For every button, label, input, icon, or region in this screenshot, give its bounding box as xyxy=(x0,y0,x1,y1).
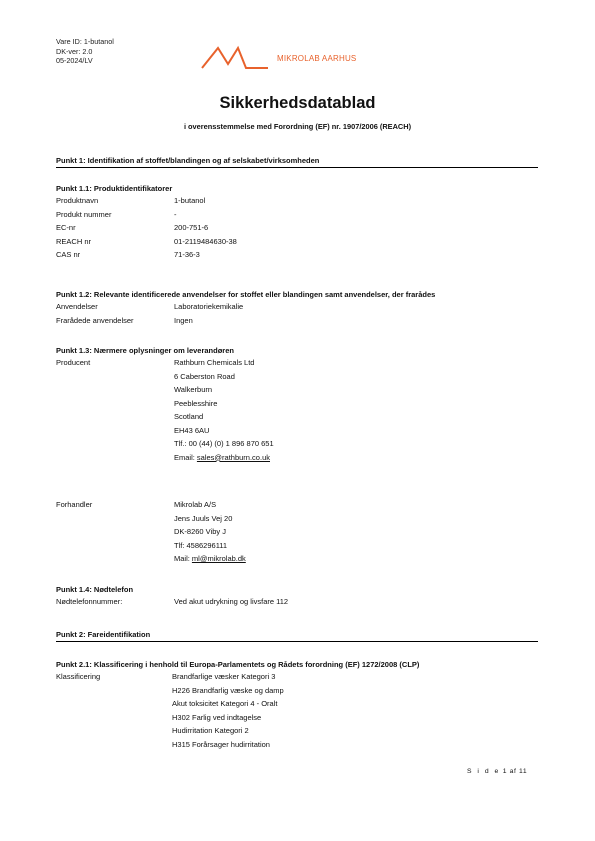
value: - xyxy=(174,209,177,219)
email-prefix: Email: xyxy=(174,452,197,462)
row-produktnavn xyxy=(56,194,237,208)
producent-address-line: Peeblesshire xyxy=(174,398,218,408)
producent-email-link[interactable]: sales@rathburn.co.uk xyxy=(196,452,270,462)
row-noedtelefon xyxy=(56,595,288,609)
label: Produkt nummer xyxy=(56,209,112,219)
row-klassificering xyxy=(56,670,284,684)
emergency-phone xyxy=(56,595,288,609)
value: 71-36-3 xyxy=(174,250,200,259)
row-reach-nr xyxy=(56,235,237,249)
value: 01-2119484630-38 xyxy=(174,236,237,246)
section-1-1-heading: Punkt 1.1: Produktidentifikatorer xyxy=(56,184,173,193)
section-2-1-heading: Punkt 2.1: Klassificering i henhold til Europa-Parlamentets og Rådets forordning (EF) 1272/2008 (CLP) xyxy=(56,660,420,669)
mikrolab-logo-icon xyxy=(200,42,270,70)
section-2-heading: Punkt 2: Fareidentifikation xyxy=(56,630,538,642)
value: 1-butanol xyxy=(174,196,206,205)
producent-address-line: 6 Caberston Road xyxy=(174,371,235,381)
classification-item: H226 Brandfarlig væske og damp xyxy=(172,685,284,695)
side-label: S i d e xyxy=(467,768,501,775)
supplier-forhandler xyxy=(56,498,246,566)
value: Mikrolab A/S xyxy=(174,500,217,509)
value: Brandfarlige væsker Kategori 3 xyxy=(172,672,276,681)
row-fraraadede-anvendelser xyxy=(56,314,243,328)
label: Produktnavn xyxy=(56,196,99,205)
page-footer xyxy=(467,768,527,775)
section-1-3-heading: Punkt 1.3: Nærmere oplysninger om leverandøren xyxy=(56,346,234,355)
forhandler-email-row xyxy=(56,552,246,566)
value: Rathburn Chemicals Ltd xyxy=(174,358,255,367)
version: DK-ver: 2.0 xyxy=(56,46,93,56)
forhandler-address-line: Jens Juuls Vej 20 xyxy=(174,513,233,523)
value: 200-751-6 xyxy=(174,223,209,232)
logo-text: MIKROLAB AARHUS xyxy=(277,54,357,63)
value: Ved akut udrykning og livsfare 112 xyxy=(174,597,289,606)
classification-item: H302 Farlig ved indtagelse xyxy=(172,712,262,722)
section-1-4-heading: Punkt 1.4: Nødtelefon xyxy=(56,585,134,594)
label: REACH nr xyxy=(56,236,92,246)
document-meta xyxy=(56,37,114,66)
row-produkt-nummer xyxy=(56,208,237,222)
classification xyxy=(56,670,284,751)
date-code: 05-2024/LV xyxy=(56,56,93,65)
producent-address-line: EH43 6AU xyxy=(174,425,210,435)
producent-email-row xyxy=(56,451,274,465)
producent-phone: Tlf.: 00 (44) (0) 1 896 870 651 xyxy=(174,439,274,448)
classification-item: H315 Forårsager hudirritation xyxy=(172,739,270,749)
page-number: 1 af 11 xyxy=(502,768,528,775)
value: Ingen xyxy=(174,315,193,325)
label: Frarådede anvendelser xyxy=(56,315,134,325)
row-forhandler xyxy=(56,498,246,512)
producent-address-line: Walkerburn xyxy=(174,385,213,394)
label: Forhandler xyxy=(56,500,93,509)
forhandler-phone: Tlf: 4586296111 xyxy=(174,540,228,550)
row-ec-nr xyxy=(56,221,237,235)
row-producent xyxy=(56,356,274,370)
label: Nødtelefonnummer: xyxy=(56,597,123,606)
forhandler-address-line: DK-8260 Viby J xyxy=(174,527,226,536)
row-anvendelser xyxy=(56,300,243,314)
label: Producent xyxy=(56,358,91,367)
section-1-heading: Punkt 1: Identifikation af stoffet/blandingen og af selskabet/virksomheden xyxy=(56,156,538,168)
product-identifiers xyxy=(56,194,237,262)
email-prefix: Mail: xyxy=(174,554,192,563)
identified-uses xyxy=(56,300,243,327)
page-subtitle: i overensstemmelse med Forordning (EF) nr. 1907/2006 (REACH) xyxy=(183,122,412,131)
item-id: Vare ID: 1-butanol xyxy=(56,37,114,46)
label: Anvendelser xyxy=(56,302,98,311)
value: Laboratoriekemikalie xyxy=(174,302,244,311)
section-1-2-heading: Punkt 1.2: Relevante identificerede anvendelser for stoffet eller blandingen samt anvendelser, der frarådes xyxy=(56,290,436,299)
classification-item: Hudirritation Kategori 2 xyxy=(172,726,249,735)
classification-item: Akut toksicitet Kategori 4 - Oralt xyxy=(172,699,278,708)
page-title: Sikkerhedsdatablad xyxy=(219,94,376,112)
label: Klassificering xyxy=(56,672,101,681)
label: EC-nr xyxy=(56,223,76,232)
row-cas-nr xyxy=(56,248,237,262)
supplier-producent xyxy=(56,356,274,464)
label: CAS nr xyxy=(56,250,81,259)
producent-address-line: Scotland xyxy=(174,412,204,421)
forhandler-email-link[interactable]: ml@mikrolab.dk xyxy=(191,554,246,563)
